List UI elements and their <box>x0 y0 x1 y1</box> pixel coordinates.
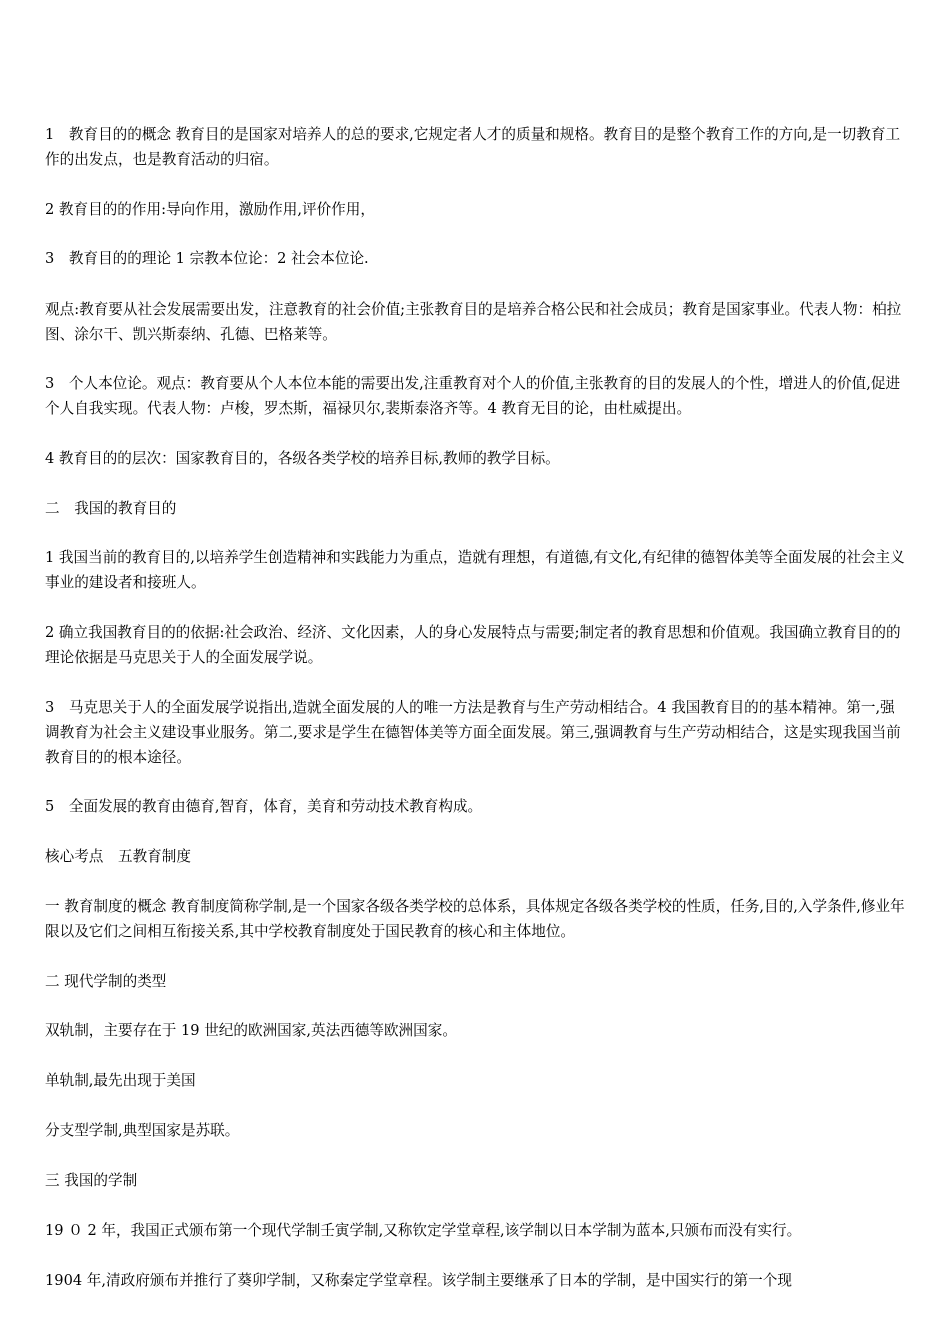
section-heading-education-system: 核心考点 五教育制度 <box>45 848 191 865</box>
paragraph-social-standard-view: 观点:教育要从社会发展需要出发，注意教育的社会价值;主张教育目的是培养合格公民和社会成员；教育是国家事业。代表人物：柏拉图、涂尔干、凯兴斯泰纳、孔德、巴格莱等。 <box>45 301 902 343</box>
paragraph-individual-standard: 3 个人本位论。观点：教育要从个人本位本能的需要出发,注重教育对个人的价值,主张教育的目的发展人的个性，增进人的价值,促进个人自我实现。代表人物：卢梭，罗杰斯，福禄贝尔,裴斯泰洛齐等。4 教育无目的论，由杜威提出。 <box>45 375 901 417</box>
paragraph-education-purpose-levels: 4 教育目的的层次：国家教育目的，各级各类学校的培养目标,教师的教学目标。 <box>45 450 560 467</box>
paragraph-basis-of-education-purpose: 2 确立我国教育目的的依据:社会政治、经济、文化因素，人的身心发展特点与需要;制定者的教育思想和价值观。我国确立教育目的的理论依据是马克思关于人的全面发展学说。 <box>45 624 901 666</box>
paragraph-education-purpose-theory: 3 教育目的的理论 1 宗教本位论：2 社会本位论. <box>45 250 369 267</box>
paragraph-guimao-school-system: 1904 年,清政府颁布并推行了葵卯学制，又称秦定学堂章程。该学制主要继承了日本的学制，是中国实行的第一个现 <box>45 1272 792 1289</box>
paragraph-education-system-concept: 一 教育制度的概念 教育制度简称学制,是一个国家各级各类学校的总体系，具体规定各级各类学校的性质，任务,目的,入学条件,修业年限以及它们之间相互衔接关系,其中学校教育制度处于国民教育的核心和主体地位。 <box>45 898 905 940</box>
section-heading-modern-school-system-types: 二 现代学制的类型 <box>45 973 167 990</box>
paragraph-dual-track-system: 双轨制，主要存在于 19 世纪的欧洲国家,英法西德等欧洲国家。 <box>45 1022 457 1039</box>
paragraph-single-track-system: 单轨制,最先出现于美国 <box>45 1072 196 1089</box>
paragraph-marx-all-round-development: 3 马克思关于人的全面发展学说指出,造就全面发展的人的唯一方法是教育与生产劳动相结合。4 我国教育目的的基本精神。第一,强调教育为社会主义建设事业服务。第二,要求是学生在德智体美等方面全面发展。第三,强调教育与生产劳动相结合，这是实现我国当前教育目的的根本途径。 <box>45 699 901 766</box>
paragraph-all-round-education-composition: 5 全面发展的教育由德育,智育，体育，美育和劳动技术教育构成。 <box>45 798 483 815</box>
section-heading-china-school-system: 三 我国的学制 <box>45 1172 138 1189</box>
paragraph-renyin-school-system: 19 ０ 2 年，我国正式颁布第一个现代学制壬寅学制,又称钦定学堂章程,该学制以日本学制为蓝本,只颁布而没有实行。 <box>45 1222 802 1239</box>
paragraph-education-purpose-function: 2 教育目的的作用:导向作用，激励作用,评价作用， <box>45 201 375 218</box>
paragraph-current-education-purpose: 1 我国当前的教育目的,以培养学生创造精神和实践能力为重点，造就有理想，有道德,有文化,有纪律的德智体美等全面发展的社会主义事业的建设者和接班人。 <box>45 549 905 591</box>
paragraph-branched-system: 分支型学制,典型国家是苏联。 <box>45 1122 240 1139</box>
section-heading-china-education-purpose: 二 我国的教育目的 <box>45 500 177 517</box>
paragraph-education-purpose-concept: 1 教育目的的概念 教育目的是国家对培养人的总的要求,它规定者人才的质量和规格。教育目的是整个教育工作的方向,是一切教育工作的出发点，也是教育活动的归宿。 <box>45 126 901 168</box>
